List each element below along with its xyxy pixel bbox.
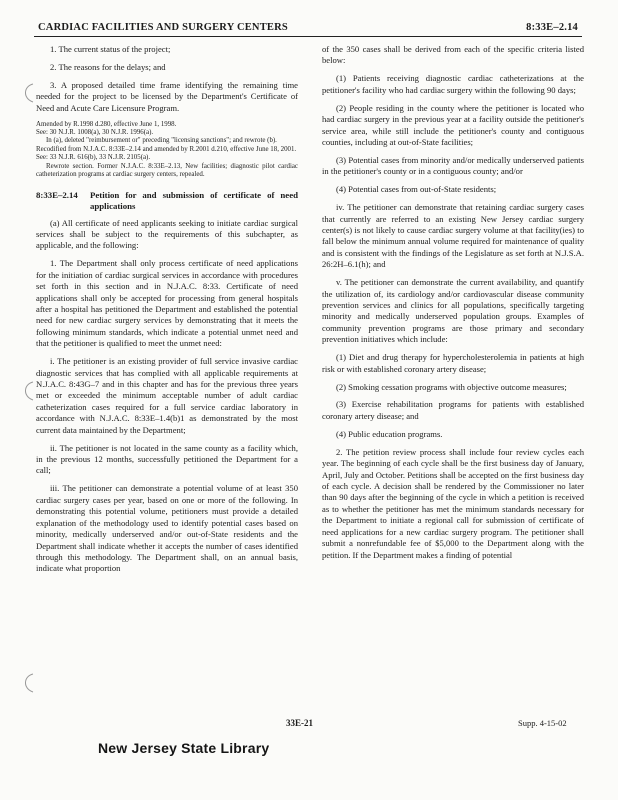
paragraph: v. The petitioner can demonstrate the current availability, and quantify the utilization of, its cardiology and/or cardiovascular disease community prevention services and clinics for all populations, specifically targeting minority and medically underserved population groups. Examples of community prevention programs are those primary and secondary prevention initiatives which include: [322,277,584,345]
list-item: 2. The reasons for the delays; and [50,61,166,72]
paragraph: (1) Patients receiving diagnostic cardiac catheterizations at the petitioner's facility who had cardiac surgery within the following 90 days; [322,73,584,95]
paragraph: (3) Potential cases from minority and/or medically underserved patients in the petitioner's county or in a contiguous county; and/or [322,154,584,177]
paragraph: (a) All certificate of need applicants seeking to initiate cardiac surgical services shall be subject to the requirements of this subchapter, as applicable, and the following: [36,217,298,251]
paragraph: 2. The petition review process shall include four review cycles each year. The beginning of each cycle shall be the first business day of January, April, July and October. Petitions shall be accepted on the first business day of each cycle. A decision shall be rendered by the Commissioner no later than 90 days after the beginning of the cycle in which a petition is received as to whether the petitioner has met the minimum standards necessary for the Department to initiate a regional call for submission of certificate of need applications for a new cardiac surgery program. The petitioner shall submit a nonrefundable fee of $5,000 to the Department along with the petition. If the Department makes a finding of potential [322,446,584,560]
list-item: 1. The current status of the project; [50,44,171,54]
paragraph: ii. The petitioner is not located in the same county as a facility which, in the previous 12 months, successfully petitioned the Department for a call; [36,442,298,476]
paragraph: (1) Diet and drug therapy for hypercholesterolemia in patients at high risk or with established coronary artery disease; [322,352,584,374]
header-rule [34,36,582,37]
amendment-line: See: 30 N.J.R. 1008(a), 30 N.J.R. 1996(a). [36,129,154,137]
left-column [36,44,298,581]
punch-hole-mark-icon [20,380,36,402]
paragraph: (4) Public education programs. [336,428,443,439]
paragraph: (2) Smoking cessation programs with objective outcome measures; [336,381,567,392]
amendment-line: See: 33 N.J.R. 616(b), 33 N.J.R. 2105(a). [36,154,151,162]
amendment-line: Rewrote section. Former N.J.A.C. 8:33E–2.13, New facilities; diagnostic pilot cardiac catheterization programs at cardiac surgery centers, repealed. [36,162,298,179]
paragraph: 1. The Department shall only process certificate of need applications for the initiation of cardiac surgical services in accordance with procedures set forth in this section and in N.J.A.C. 8:33. Certificate of need applications shall only be accepted for processing from general hospitals after a hospital has petitioned the Department and established the potential need for new cardiac surgery services by demonstrating that it meets the following minimum standards, which indicate a potential unmet need and that the petitioner is qualified to meet the unmet need: [36,258,298,349]
paragraph: i. The petitioner is an existing provider of full service invasive cardiac diagnostic services that has complied with all applicable requirements at N.J.A.C. 8:43G–7 and in this chapter and has for the previous three years met or exceeded the minimum acceptable number of adult cardiac catheterization cases required for a full service cardiac laboratory in accordance with N.J.A.C. 8:33E–1.4(b)1 as demonstrated by the most current data maintained by the Department; [36,356,298,435]
paragraph: (4) Potential cases from out-of-State residents; [336,184,497,195]
punch-hole-mark-icon [20,672,36,694]
amendment-line: Recodified from N.J.A.C. 8:33E–2.14 and amended by R.2001 d.210, effective June 18, 2001. [36,145,297,153]
paragraph: iii. The petitioner can demonstrate a potential volume of at least 350 cardiac surgery cases per year, based on one or more of the following. In demonstrating this potential volume, petitioners must provide a detailed explanation of the methodology used to identify potential cases based on minority, medically underserved and/or out-of-State residents and the Department shall indicate whether it accepts the number of cases identified through this methodology. The Department shall, on an annual basis, indicate what proportion [36,483,298,574]
amendment-line: Amended by R.1998 d.280, effective June 1, 1998. [36,120,177,128]
amendment-line: In (a), deleted "reimbursement or" preceding "licensing sanctions"; and rewrote (b). [46,137,277,145]
punch-hole-mark-icon [20,82,36,104]
library-stamp: New Jersey State Library [98,740,270,756]
page-number: 33E-21 [286,718,313,728]
section-heading [36,190,298,212]
supplement-date: Supp. 4-15-02 [518,718,567,728]
amendment-history [36,121,298,180]
running-header-title: CARDIAC FACILITIES AND SURGERY CENTERS [38,22,288,33]
paragraph: of the 350 cases shall be derived from each of the specific criteria listed below: [322,44,584,66]
paragraph: (2) People residing in the county where the petitioner is located who had cardiac surgery in the previous year at a facility outside the petitioner's service area, while still include the petitioner's county and contiguous counties, including at out-of-State facilities; [322,102,584,147]
section-number: 8:33E–2.14 [36,189,78,200]
right-column [322,44,584,567]
running-header-section: 8:33E–2.14 [526,22,578,33]
section-title: Petition for and submission of certificate of need applications [90,189,298,211]
paragraph: iv. The petitioner can demonstrate that retaining cardiac surgery cases that currently are referred to an existing New Jersey cardiac surgery center(s) is not likely to cause cardiac surgery volume at that facility(ies) to fall below the minimum annual volume required for maintenance of quality and is consistent with the findings of the Legislature as set forth at N.J.S.A. 26:2H–6.1(h); and [322,202,584,270]
paragraph: (3) Exercise rehabilitation programs for patients with established coronary artery disease; and [322,399,584,421]
list-item: 3. A proposed detailed time frame identifying the remaining time needed for the project to be licensed by the Department's Certificate of Need and Acute Care Licensure Program. [36,79,298,113]
